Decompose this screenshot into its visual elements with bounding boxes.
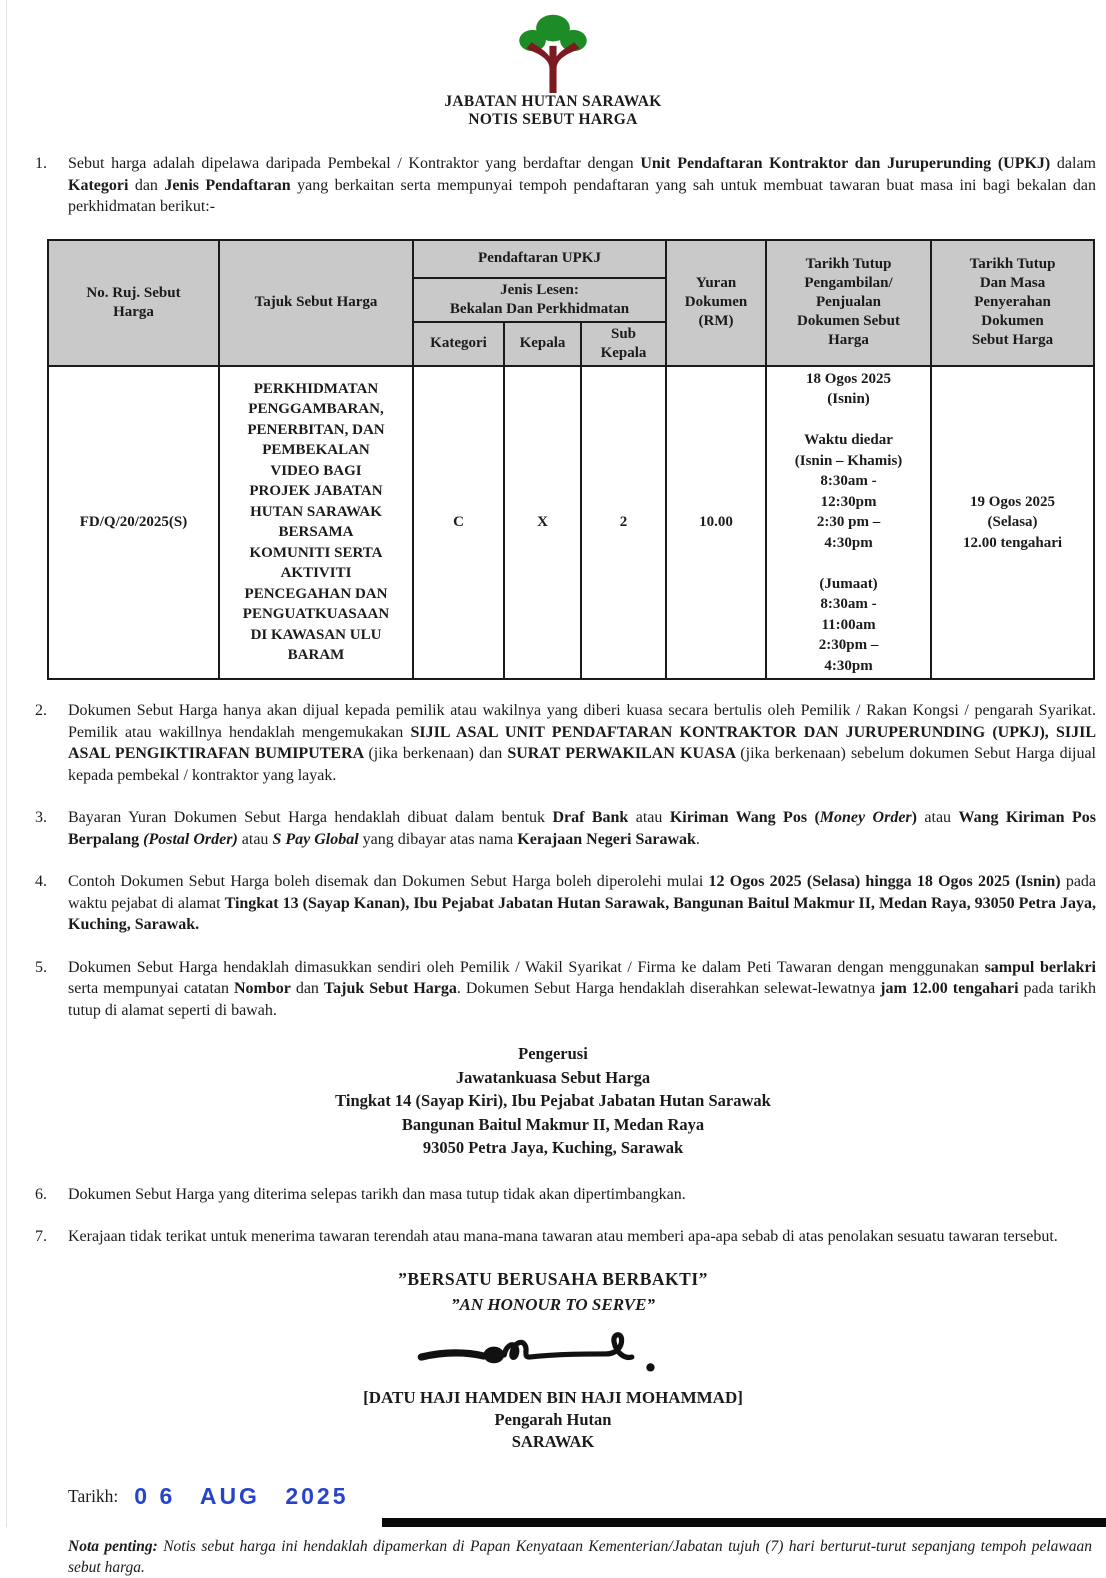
signatory-name: [DATU HAJI HAMDEN BIN HAJI MOHAMMAD] <box>363 1387 743 1407</box>
signature-scribble <box>413 1325 693 1387</box>
cell-tarikh-pengambilan: 18 Ogos 2025 (Isnin) Waktu diedar (Isnin – Khamis) 8:30am - 12:30pm 2:30 pm – 4:30pm (Jumaat) 8:30am - 11:00am 2:30pm – 4:30pm <box>766 366 931 680</box>
header-cell-pendaftaran-upkj: Pendaftaran UPKJ <box>413 240 666 278</box>
list-item-5 <box>35 957 1096 1022</box>
item-number: 4. <box>35 873 47 890</box>
signatory-org: SARAWAK <box>511 1431 595 1451</box>
document-header <box>0 0 1106 129</box>
item-number: 7. <box>35 1228 47 1245</box>
document-content-lower <box>0 1184 1106 1248</box>
stamp-year: 2025 <box>285 1482 349 1509</box>
stamp-day: 0 6 <box>134 1482 176 1509</box>
list-item-1 <box>35 153 1096 218</box>
header-cell-tarikh-pengambilan: Tarikh Tutup Pengambilan/ Penjualan Dokumen Sebut Harga <box>766 240 931 366</box>
item-text: Dokumen Sebut Harga hendaklah dimasukkan sendiri oleh Pemilik / Wakil Syarikat / Firma ke dalam Peti Tawaran dengan menggunakan sampul berlakri serta mempunyai catatan Nombor dan Tajuk Sebut Harga. Dokumen Sebut Harga hendaklah diserahkan selewat-lewatnya jam 12.00 tengahari pada tarikh tutup di alamat seperti di bawah. <box>68 958 1097 1019</box>
document-content <box>0 129 1106 1021</box>
item-text: Sebut harga adalah dipelawa daripada Pembekal / Kontraktor yang berdaftar dengan Unit Pendaftaran Kontraktor dan Juruperunding (UPKJ) dalam Kategori dan Jenis Pendaftaran yang berkaitan serta mempunyai tempoh pendaftaran yang sah untuk membuat tawaran buat masa ini bagi bekalan dan perkhidmatan berikut:- <box>68 155 1097 215</box>
motto-malay: ”BERSATU BERUSAHA BERBAKTI” <box>398 1268 708 1289</box>
forest-tree-logo-icon <box>507 13 599 93</box>
date-label: Tarikh: <box>68 1485 119 1506</box>
item-text: Dokumen Sebut Harga yang diterima selepas tarikh dan masa tutup tidak akan dipertimbangkan. <box>68 1185 686 1203</box>
left-scan-edge-artifact <box>6 0 7 1527</box>
item-number: 2. <box>35 702 47 719</box>
stamp-month: AUG <box>199 1482 260 1509</box>
footer-note: Nota penting: Notis sebut harga ini hendaklah dipamerkan di Papan Kenyataan Kementerian/Jabatan tujuh (7) hari berturut-turut sepanjang tempoh pelawaan sebut harga. <box>68 1537 1092 1576</box>
header-cell-sub-kepala: Sub Kepala <box>581 322 666 366</box>
header-cell-no-ruj: No. Ruj. Sebut Harga <box>48 240 219 366</box>
cell-yuran: 10.00 <box>666 366 766 680</box>
cell-tarikh-penyerahan: 19 Ogos 2025 (Selasa) 12.00 tengahari <box>931 366 1094 680</box>
header-cell-jenis-lesen: Jenis Lesen: Bekalan Dan Perkhidmatan <box>413 278 666 322</box>
signatory-role: Pengarah Hutan <box>494 1409 612 1429</box>
item-number: 3. <box>35 809 47 826</box>
cell-no-ruj: FD/Q/20/2025(S) <box>48 366 219 680</box>
org-title: JABATAN HUTAN SARAWAK <box>444 93 662 110</box>
tender-table <box>47 239 1095 681</box>
signature-block <box>0 1325 1106 1453</box>
cell-tajuk: PERKHIDMATAN PENGGAMBARAN, PENERBITAN, DAN PEMBEKALAN VIDEO BAGI PROJEK JABATAN HUTAN SARAWAK BERSAMA KOMUNITI SERTA AKTIVITI PENCEGAHAN DAN PENGUATKUASAAN DI KAWASAN ULU BARAM <box>219 366 413 680</box>
date-row <box>68 1483 1106 1510</box>
item-text: Kerajaan tidak terikat untuk menerima tawaran terendah atau mana-mana tawaran atau memberi apa-apa sebab di atas penolakan sesuatu tawaran tersebut. <box>68 1228 1058 1245</box>
submission-address-block: Pengerusi Jawatankuasa Sebut Harga Tingkat 14 (Sayap Kiri), Ibu Pejabat Jabatan Hutan Sarawak Bangunan Baitul Makmur II, Medan Raya 93050 Petra Jaya, Kuching, Sarawak <box>335 1044 771 1157</box>
date-stamp <box>134 1483 348 1510</box>
header-cell-yuran: Yuran Dokumen (RM) <box>666 240 766 366</box>
cell-kategori: C <box>413 366 504 680</box>
cell-sub-kepala: 2 <box>581 366 666 680</box>
motto-english: ”AN HONOUR TO SERVE” <box>451 1294 655 1314</box>
list-item-4 <box>35 871 1096 936</box>
header-cell-kepala: Kepala <box>504 322 581 366</box>
item-text: Dokumen Sebut Harga hanya akan dijual kepada pemilik atau wakilnya yang diberi kuasa secara bertulis oleh Pemilik / Rakan Kongsi / pengarah Syarikat. Pemilik atau wakillnya hendaklah mengemukakan SIJIL ASAL UNIT PENDAFTARAN KONTRAKTOR DAN JURUPERUNDING (UPKJ), SIJIL ASAL PENGIKTIRAFAN BUMIPUTERA (jika berkenaan) dan SURAT PERWAKILAN KUASA (jika berkenaan) sebelum dokumen Sebut Harga dijual kepada pembekal / kontraktor yang layak. <box>68 702 1097 784</box>
item-number: 5. <box>35 958 47 976</box>
list-item-2 <box>35 700 1096 786</box>
item-text: Contoh Dokumen Sebut Harga boleh disemak dan Dokumen Sebut Harga boleh diperolehi mulai 12 Ogos 2025 (Selasa) hingga 18 Ogos 2025 (Isnin) pada waktu pejabat di alamat Tingkat 13 (Sayap Kanan), Ibu Pejabat Jabatan Hutan Sarawak, Bangunan Baitul Makmur II, Medan Raya, 93050 Petra Jaya, Kuching, Sarawak. <box>68 873 1097 933</box>
bottom-scan-bar-artifact <box>382 1518 1106 1527</box>
list-item-7 <box>35 1226 1096 1248</box>
header-cell-tajuk: Tajuk Sebut Harga <box>219 240 413 366</box>
table-row <box>48 366 1094 680</box>
list-item-6 <box>35 1184 1096 1206</box>
item-number: 6. <box>35 1185 47 1203</box>
item-number: 1. <box>35 155 47 172</box>
header-cell-kategori: Kategori <box>413 322 504 366</box>
cell-kepala: X <box>504 366 581 680</box>
list-item-3 <box>35 807 1096 850</box>
doc-title: NOTIS SEBUT HARGA <box>468 111 638 128</box>
header-cell-tarikh-penyerahan: Tarikh Tutup Dan Masa Penyerahan Dokumen Sebut Harga <box>931 240 1094 366</box>
item-text: Bayaran Yuran Dokumen Sebut Harga hendaklah dibuat dalam bentuk Draf Bank atau Kiriman Wang Pos (Money Order) atau Wang Kiriman Pos Berpalang (Postal Order) atau S Pay Global yang dibayar atas nama Kerajaan Negeri Sarawak. <box>68 809 1097 848</box>
motto-block <box>0 1269 1106 1315</box>
